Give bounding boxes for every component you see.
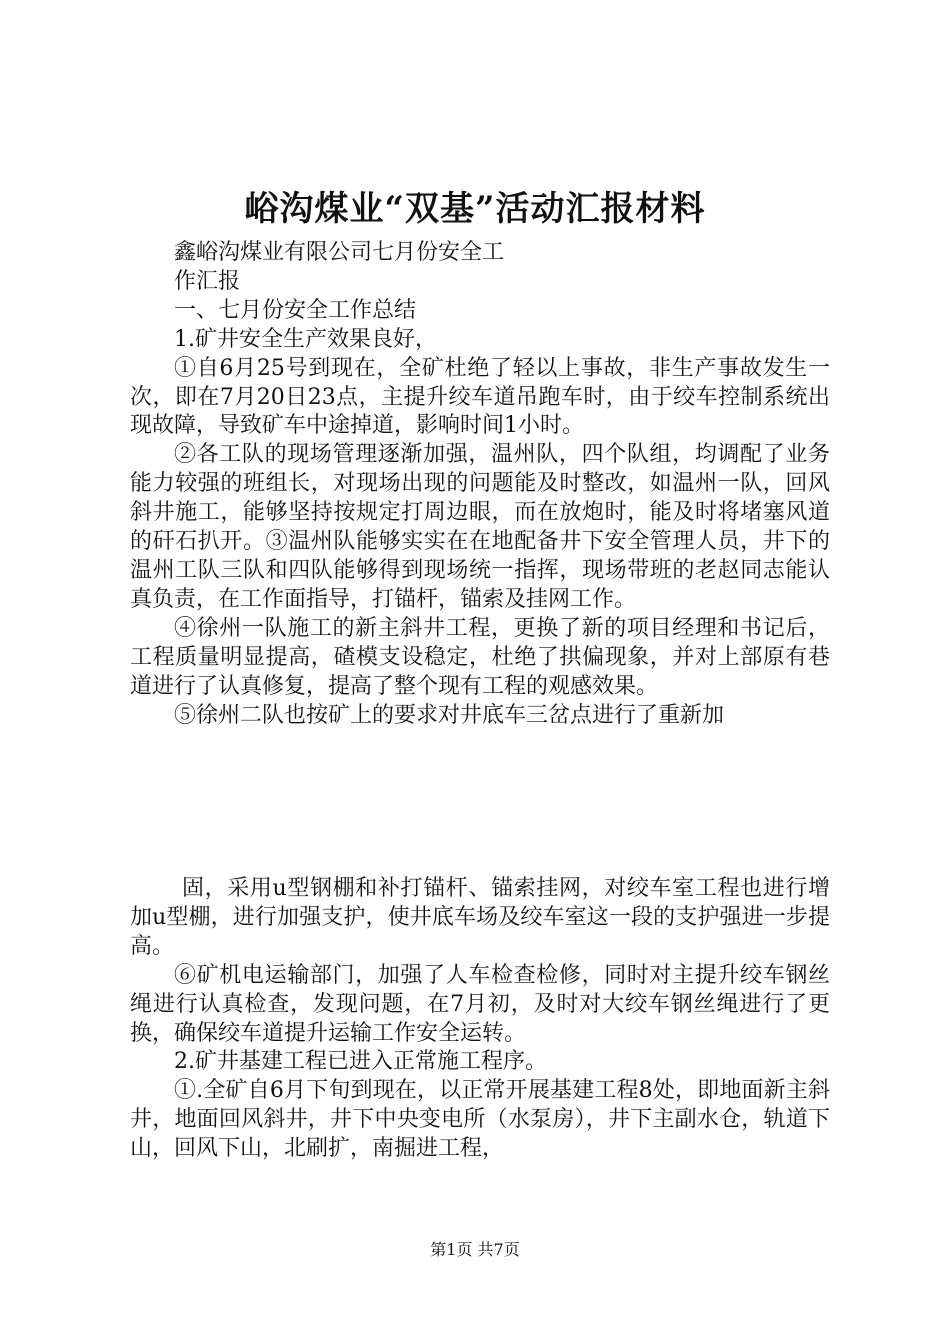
document-title: 峪沟煤业“双基”活动汇报材料 <box>244 189 706 229</box>
report-heading-line1: 鑫峪沟煤业有限公司七月份安全工 <box>174 240 505 265</box>
paragraph: ⑥矿机电运输部门，加强了人车检查检修，同时对主提升绞车钢丝绳进行认真检查，发现问题，在7月初，及时对大绞车钢丝绳进行了更换，确保绞车道提升运输工作安全运转。 <box>130 962 830 1046</box>
paragraph: ①.全矿自6月下旬到现在，以正常开展基建工程8处，即地面新主斜井，地面回风斜井，井下中央变电所（水泵房），井下主副水仓，轨道下山，回风下山，北刷扩，南掘进工程， <box>130 1078 830 1162</box>
page-footer: 第1页 共7页 <box>430 1240 520 1259</box>
paragraph: ②各工队的现场管理逐渐加强，温州队，四个队组，均调配了业务能力较强的班组长，对现场出现的问题能及时整改，如温州一队，回风斜井施工，能够坚持按规定打周边眼，而在放炮时，能及时将堵塞风道的矸石扒开。③温州队能够实实在在地配备井下安全管理人员，井下的温州工队三队和四队能够得到现场统一指挥，现场带班的老赵同志能认真负责，在工作面指导，打锚杆，锚索及挂网工作。 <box>130 442 830 612</box>
document-body-top <box>130 239 830 730</box>
paragraph: ④徐州一队施工的新主斜井工程，更换了新的项目经理和书记后，工程质量明显提高，碴模支设稳定，杜绝了拱偏现象，并对上部原有巷道进行了认真修复，提高了整个现有工程的观感效果。 <box>130 615 830 699</box>
document-body-bottom <box>130 875 830 1164</box>
paragraph: 固，采用u型钢棚和补打锚杆、锚索挂网，对绞车室工程也进行增加u型棚，进行加强支护，使井底车场及绞车室这一段的支护强进一步提高。 <box>130 876 830 959</box>
paragraph: ⑤徐州二队也按矿上的要求对井底车三岔点进行了重新加 <box>174 702 725 728</box>
report-heading-line2: 作汇报 <box>174 268 241 294</box>
section-heading: 一、七月份安全工作总结 <box>174 297 417 323</box>
subsection-heading: 2.矿井基建工程已进入正常施工程序。 <box>174 1049 547 1075</box>
paragraph: ①自6月25号到现在，全矿杜绝了轻以上事故，非生产事故发生一次，即在7月20日23点，主提升绞车道吊跑车时，由于绞车控制系统出现故障，导致矿车中途掉道，影响时间1小时。 <box>130 355 830 439</box>
subsection-heading: 1.矿井安全生产效果良好， <box>174 326 437 352</box>
